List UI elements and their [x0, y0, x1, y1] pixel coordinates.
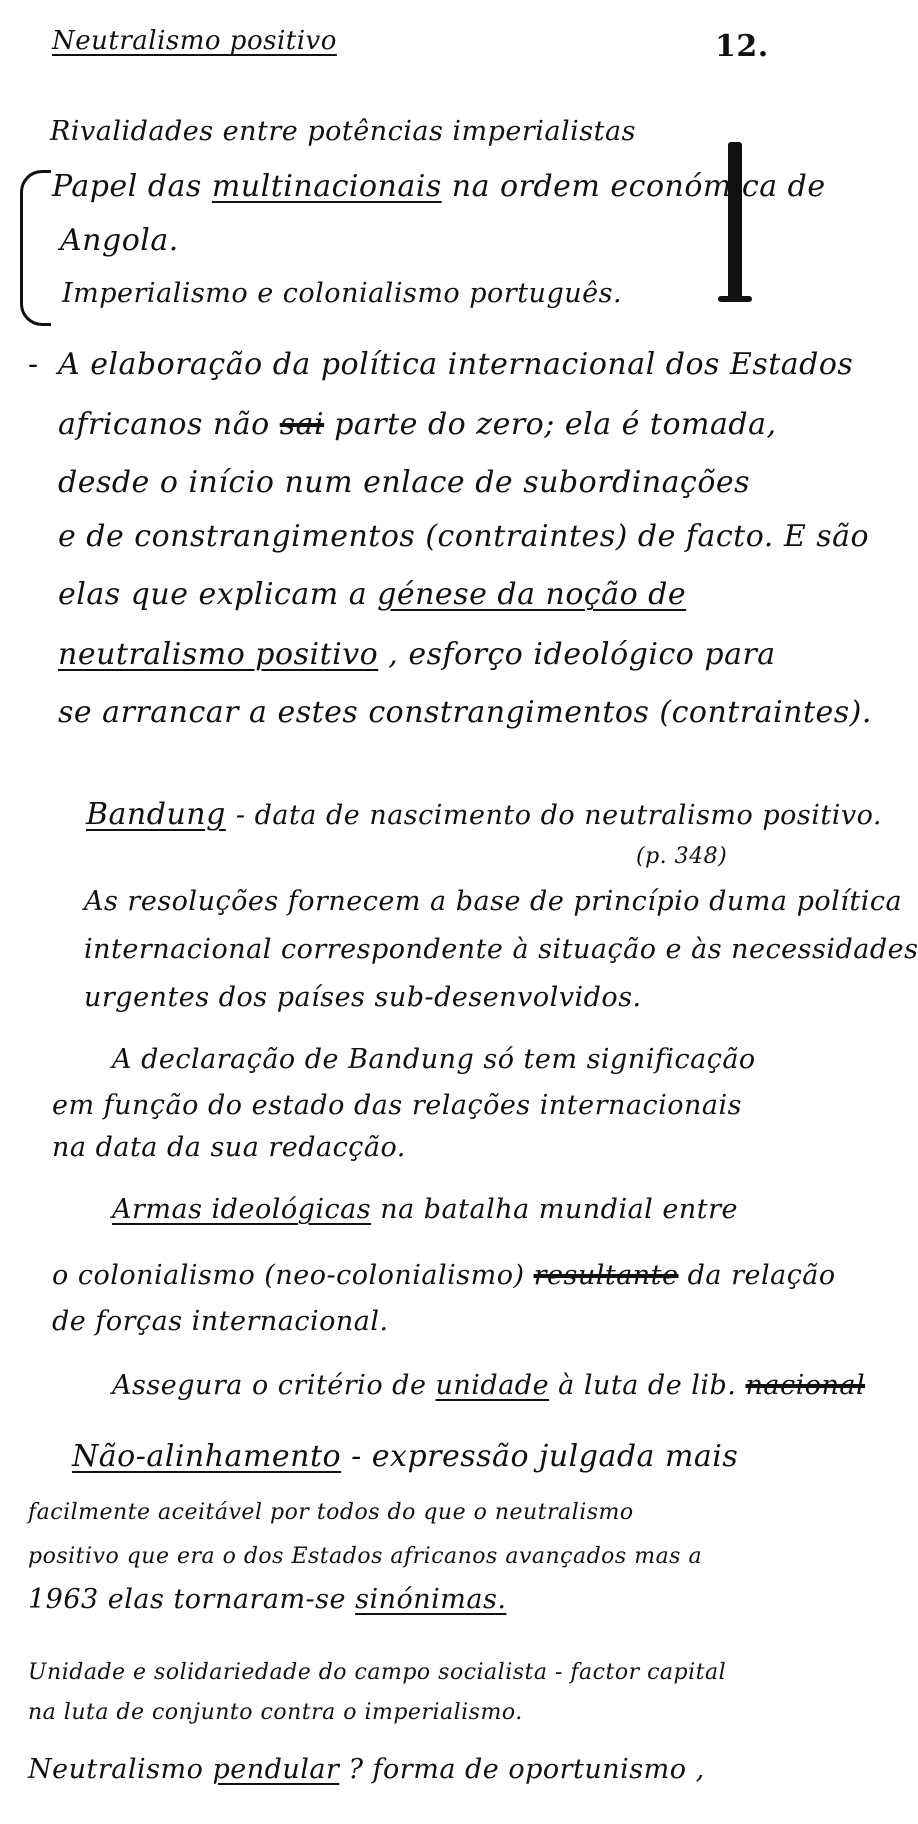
para2-heading-underlined: Bandung — [86, 797, 226, 832]
page-number: 12. — [715, 29, 769, 64]
para1-line-6-underlined: neutralismo positivo — [58, 637, 379, 672]
para1-line-6-post: , esforço ideológico para — [388, 637, 776, 672]
para1-line-2-post: parte do zero; ela é tomada, — [334, 407, 777, 442]
para1-line-3: desde o início num enlace de subordinações — [58, 465, 751, 500]
para2-line-1: As resoluções fornecem a base de princípio duma política — [84, 886, 903, 917]
para2-line-10-pre: Assegura o critério de — [112, 1370, 427, 1401]
para2-line-4: A declaração de Bandung só tem significação — [112, 1044, 756, 1075]
page-title: Neutralismo positivo — [52, 26, 337, 56]
para2-line-7-underlined: Armas ideológicas — [112, 1194, 372, 1225]
para4-line-2: na luta de conjunto contra o imperialismo. — [28, 1700, 523, 1725]
top-line-2-pre: Papel das — [52, 169, 202, 204]
para2-heading — [86, 797, 883, 832]
para2-line-7 — [112, 1196, 738, 1223]
para4-line-3 — [28, 1756, 705, 1783]
para2-line-8-strike: resultante — [533, 1260, 679, 1291]
top-line-2-underlined: multinacionais — [211, 169, 442, 204]
top-line-2 — [52, 169, 826, 204]
para1-line-4: e de constrangimentos (contraintes) de facto. E são — [58, 519, 870, 554]
top-line-4: Imperialismo e colonialismo português. — [62, 278, 623, 309]
para3-line-3-pre: 1963 elas tornaram-se — [28, 1584, 347, 1615]
para2-line-7-post: na batalha mundial entre — [380, 1194, 739, 1225]
para2-line-5: em função do estado das relações internacionais — [52, 1090, 742, 1121]
para2-line-2: internacional correspondente à situação e às necessidades — [84, 934, 918, 965]
para2-line-9: de forças internacional. — [52, 1306, 389, 1337]
para3-heading — [72, 1439, 739, 1474]
para2-page-ref: (p. 348) — [636, 844, 728, 869]
para3-line-3-underlined: sinónimas. — [355, 1584, 507, 1615]
para2-line-10-strike: nacional — [745, 1370, 866, 1401]
top-line-2-post: na ordem económica de — [451, 169, 826, 204]
vertical-bar-base-mark — [718, 296, 752, 302]
para1-line-2 — [58, 407, 777, 442]
para3-line-1: facilmente aceitável por todos do que o neutralismo — [28, 1500, 634, 1525]
vertical-bar-mark — [728, 142, 742, 302]
para2-line-8 — [52, 1262, 836, 1289]
para1-line-5-underlined: génese da noção de — [377, 577, 687, 612]
para1-line-5 — [58, 577, 687, 612]
bullet-dash: - — [28, 347, 39, 382]
para4-line-3-pre: Neutralismo — [28, 1754, 204, 1785]
para1-line-2-pre: africanos não — [58, 407, 270, 442]
para2-line-10-underlined: unidade — [435, 1370, 550, 1401]
para2-line-8-post: da relação — [687, 1260, 836, 1291]
para1-line-1 — [28, 347, 854, 382]
para1-line-5-pre: elas que explicam a — [58, 577, 368, 612]
para3-line-3 — [28, 1586, 506, 1613]
para4-line-3-post: ? forma de oportunismo , — [348, 1754, 705, 1785]
para2-line-3: urgentes dos países sub-desenvolvidos. — [84, 982, 642, 1013]
para3-line-2: positivo que era o dos Estados africanos avançados mas a — [28, 1544, 703, 1569]
para1-line-6 — [58, 637, 776, 672]
para2-line-8-pre: o colonialismo (neo-colonialismo) — [52, 1260, 525, 1291]
para4-line-3-underlined: pendular — [212, 1754, 340, 1785]
para1-line-1-text: A elaboração da política internacional dos Estados — [58, 347, 854, 382]
para2-line-6: na data da sua redacção. — [52, 1132, 406, 1163]
para2-line-10 — [112, 1372, 865, 1399]
para1-line-7: se arrancar a estes constrangimentos (contraintes). — [58, 695, 872, 730]
curly-brace-mark — [20, 170, 51, 326]
top-line-3: Angola. — [60, 223, 179, 258]
top-line-1: Rivalidades entre potências imperialistas — [50, 116, 636, 147]
para1-line-2-strike: sai — [279, 407, 325, 442]
para4-line-1: Unidade e solidariedade do campo socialista - factor capital — [28, 1660, 727, 1685]
para2-line-10-post: à luta de lib. — [558, 1370, 737, 1401]
para3-heading-post: - expressão julgada mais — [351, 1439, 739, 1474]
para2-heading-post: - data de nascimento do neutralismo positivo. — [235, 800, 883, 831]
para3-heading-underlined: Não-alinhamento — [72, 1439, 342, 1474]
